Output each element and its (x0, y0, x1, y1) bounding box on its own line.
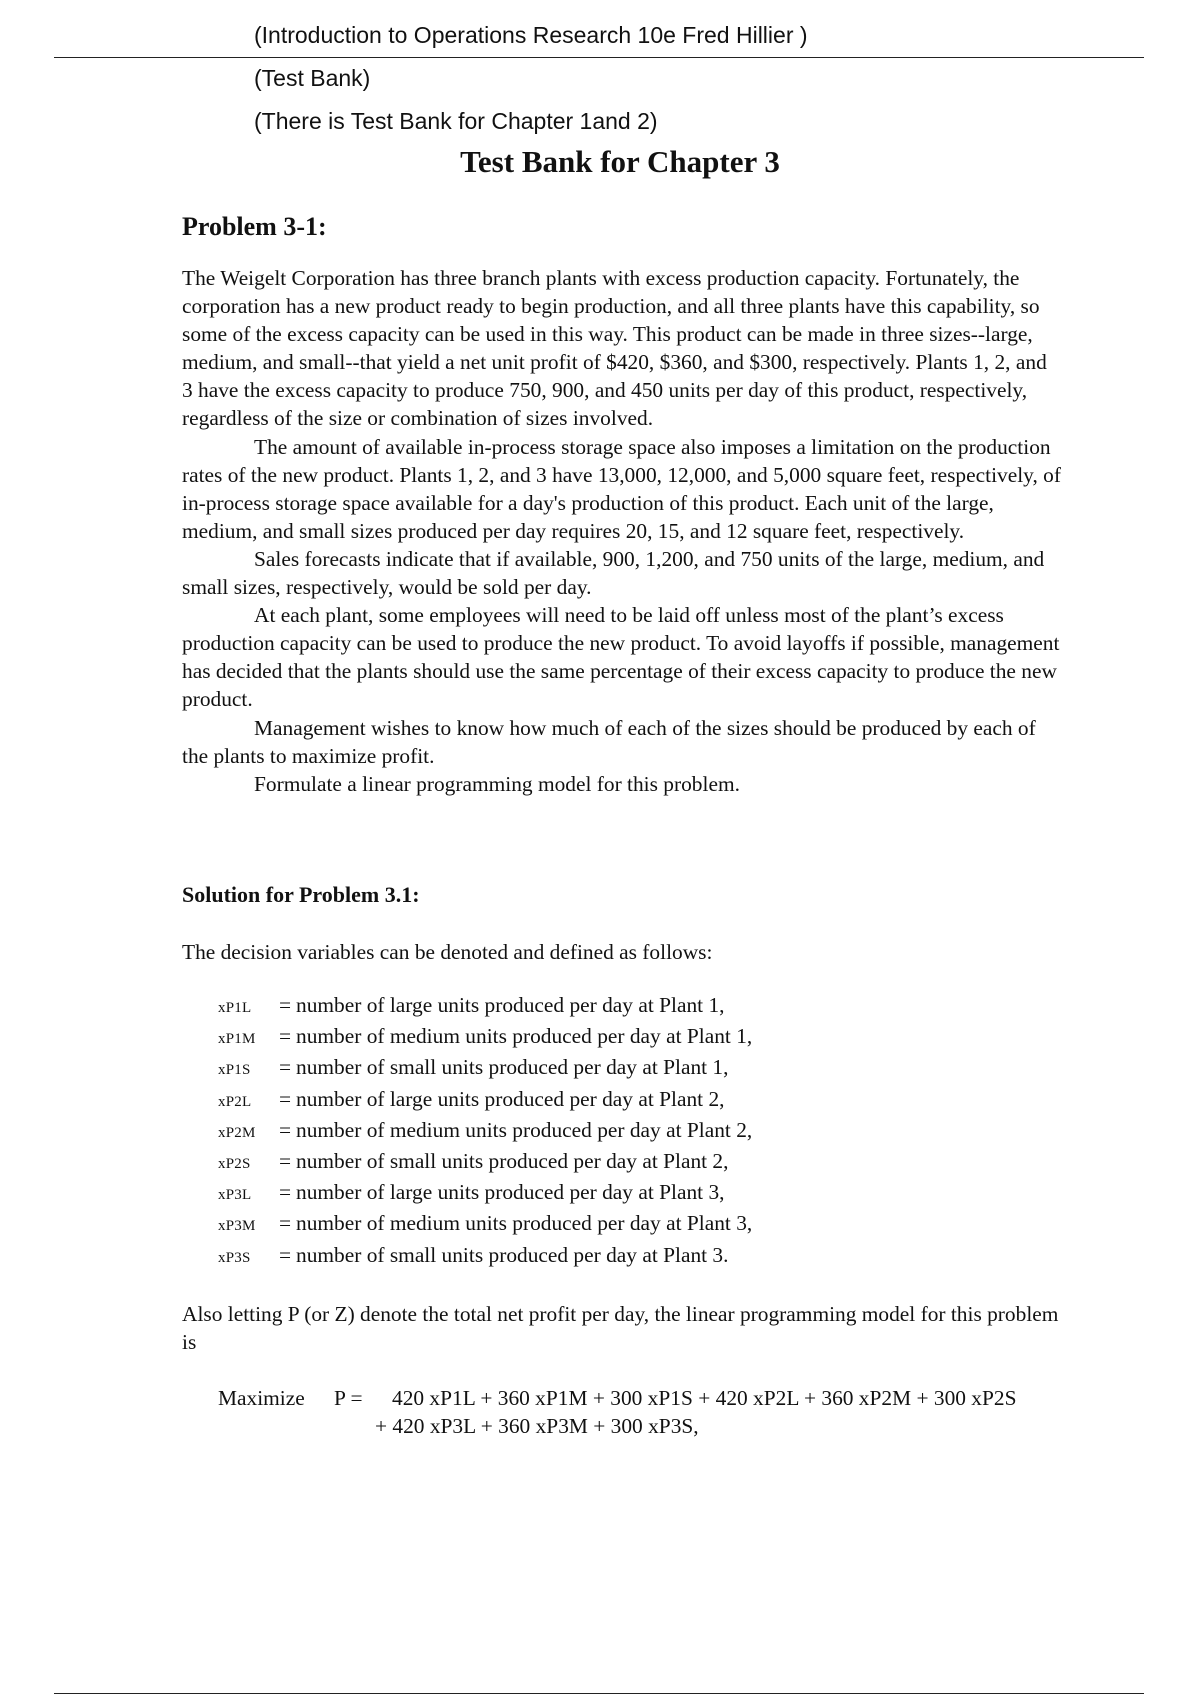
book-title: (Introduction to Operations Research 10e Fred Hillier ) (254, 22, 808, 48)
objective-line-1 (218, 1384, 1017, 1412)
variable-symbol: xP3M (218, 1218, 256, 1235)
test-bank-label: (Test Bank) (254, 65, 371, 91)
variable-definition: number of small units produced per day at Plant 3. (296, 1242, 729, 1267)
equals-sign: = (278, 1055, 292, 1080)
problem-paragraph: Management wishes to know how much of each of the sizes should be produced by each of the plants to maximize profit. (182, 715, 1036, 768)
variable-symbol: xP1M (218, 1031, 256, 1048)
variable-symbol: xP1L (218, 1000, 252, 1016)
variable-row (218, 1209, 752, 1240)
problem-paragraph: Formulate a linear programming model for this problem. (254, 771, 740, 796)
equals-sign: = (278, 1149, 292, 1174)
variable-definition: number of large units produced per day at Plant 1, (296, 993, 725, 1017)
variable-symbol: xP2S (218, 1156, 251, 1173)
footer-rule (54, 1693, 1144, 1694)
header-rule (54, 57, 1144, 58)
variable-symbol: xP3S (218, 1249, 251, 1266)
variable-row (218, 1241, 752, 1272)
equals-sign: = (278, 993, 292, 1017)
problem-paragraph: Sales forecasts indicate that if available, 900, 1,200, and 750 units of the large, medium, and small sizes, respectively, would be sold per day. (182, 546, 1045, 600)
equals-sign: = (278, 1180, 292, 1205)
problem-title: Problem 3-1: (182, 212, 327, 241)
page-title: Test Bank for Chapter 3 (460, 144, 780, 179)
model-intro: Also letting P (or Z) denote the total net profit per day, the linear programming model for this problem is (182, 1302, 1059, 1355)
equals-sign: = (278, 1117, 292, 1142)
problem-statement (182, 264, 1062, 798)
objective-terms-line-2: + 420 xP3L + 360 xP3M + 300 xP3S, (375, 1414, 699, 1438)
equals-sign: = (278, 1242, 292, 1267)
variable-symbol: xP2L (218, 1093, 252, 1110)
objective-lhs: P = (334, 1386, 363, 1410)
maximize-keyword: Maximize (218, 1386, 305, 1410)
variable-symbol: xP1S (218, 1062, 251, 1079)
variable-definition: number of small units produced per day at Plant 1, (296, 1055, 729, 1080)
equals-sign: = (278, 1024, 292, 1049)
variable-row (218, 1147, 752, 1178)
equals-sign: = (278, 1211, 292, 1236)
variable-row (218, 1022, 752, 1053)
variable-definition: number of large units produced per day at Plant 3, (296, 1180, 725, 1205)
variable-list (218, 991, 752, 1272)
variable-definition: number of medium units produced per day at Plant 1, (296, 1024, 753, 1049)
chapter-note: (There is Test Bank for Chapter 1and 2) (254, 108, 658, 134)
variable-definition: number of medium units produced per day at Plant 3, (296, 1211, 753, 1236)
variable-row (218, 991, 752, 1022)
running-header (254, 22, 1200, 49)
objective-terms-line-1: 420 xP1L + 360 xP1M + 300 xP1S + 420 xP2L + 360 xP2M + 300 xP2S (392, 1386, 1017, 1410)
objective-function (218, 1384, 1017, 1440)
variable-symbol: xP3L (218, 1187, 252, 1204)
variable-definition: number of small units produced per day at Plant 2, (296, 1149, 729, 1174)
variable-row (218, 1085, 752, 1116)
objective-line-2 (218, 1412, 1017, 1440)
variable-definition: number of medium units produced per day at Plant 2, (296, 1117, 753, 1142)
problem-paragraph: The amount of available in-process storage space also imposes a limitation on the production rates of the new product. Plants 1, 2, and 3 have 13,000, 12,000, and 5,000 square feet, respectively, of in-process storage space available for a day's production of this product. Each unit of the large, medium, and small sizes produced per day requires 20, 15, and 12 square feet, respectively. (182, 434, 1061, 543)
equals-sign: = (278, 1086, 292, 1111)
variable-row (218, 1053, 752, 1084)
solution-intro: The decision variables can be denoted and defined as follows: (182, 940, 713, 964)
variable-symbol: xP2M (218, 1124, 256, 1141)
variable-definition: number of large units produced per day at Plant 2, (296, 1086, 725, 1111)
variable-row (218, 1178, 752, 1209)
solution-title: Solution for Problem 3.1: (182, 882, 420, 907)
problem-paragraph: The Weigelt Corporation has three branch plants with excess production capacity. Fortunately, the corporation has a new product ready to begin production, and all three plants have this capability, so some of the excess capacity can be used in this way. This product can be made in three sizes--large, medium, and small--that yield a net unit profit of $420, $360, and $300, respectively. Plants 1, 2, and 3 have the excess capacity to produce 750, 900, and 450 units per day of this product, respectively, regardless of the size or combination of sizes involved. (182, 266, 1047, 431)
problem-paragraph: At each plant, some employees will need to be laid off unless most of the plant’s excess production capacity can be used to produce the new product. To avoid layoffs if possible, management has decided that the plants should use the same percentage of their excess capacity to produce the new product. (182, 603, 1060, 712)
variable-row (218, 1116, 752, 1147)
